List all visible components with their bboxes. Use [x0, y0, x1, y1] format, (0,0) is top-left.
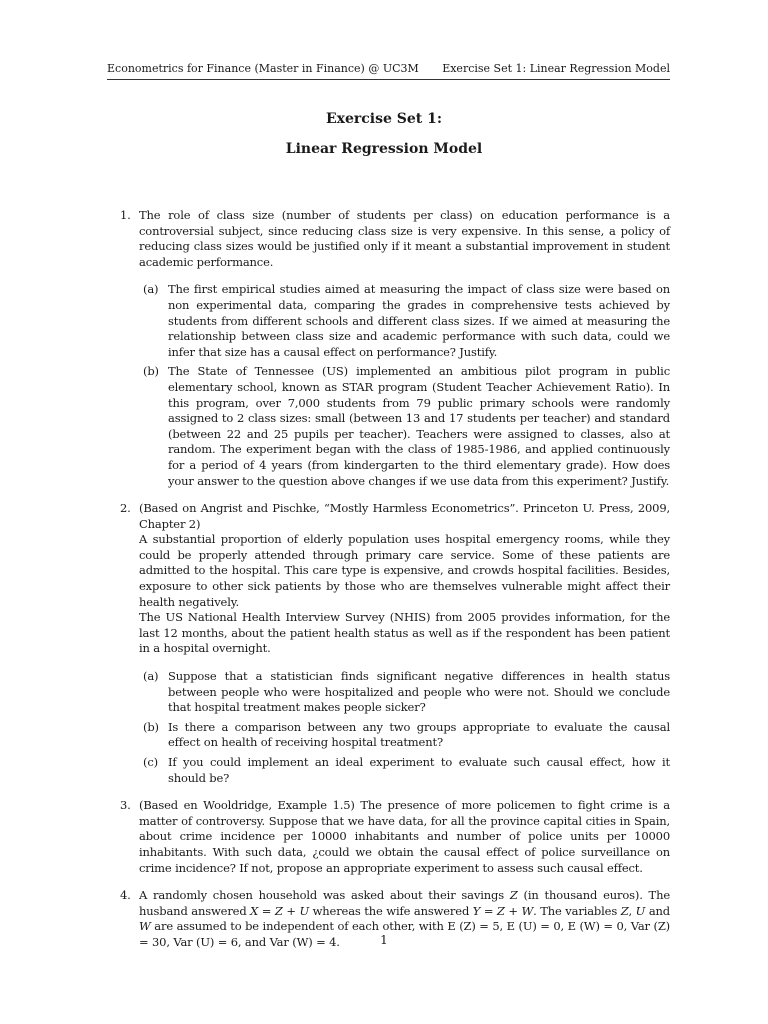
question-number: 2. [120, 501, 131, 516]
question-source: (Based on Angrist and Pischke, “Mostly Harmless Econometrics”. Princeton U. Press, 2009, Chapter 2) [139, 501, 670, 531]
sub-question-text: Suppose that a statistician finds significant negative differences in health status between people who were hospitalized and people who were not. Should we conclude that hospital treatment makes people sicker? [168, 669, 670, 715]
sub-question-label: (a) [143, 669, 159, 684]
question-number: 3. [120, 798, 131, 813]
question-paragraph: The US National Health Interview Survey (NHIS) from 2005 provides information, for the last 12 months, about the patient health status as well as if the respondent has been patient in a hospital overnight. [139, 610, 670, 656]
question-paragraph: A substantial proportion of elderly population uses hospital emergency rooms, while they could be properly attended through primary care service. Some of these patients are admitted to the hospital. This care type is expensive, and crowds hospital facilities. Besides, exposure to other sick patients by those who are themselves vulnerable might affect their health negatively. [139, 532, 670, 609]
question-number: 1. [120, 208, 131, 222]
header-exercise-set: Exercise Set 1: Linear Regression Model [442, 62, 670, 75]
page-number: 1 [380, 933, 388, 947]
text-run: and [645, 903, 671, 918]
title-line-1: Exercise Set 1: [325, 111, 443, 127]
question-1 [120, 208, 670, 489]
text-run: . The variables [533, 903, 621, 918]
variable-w: W [139, 919, 151, 934]
text-run: A randomly chosen household was asked about their savings [139, 888, 510, 903]
question-2 [120, 501, 670, 786]
sub-question-2a [141, 669, 670, 716]
question-text: (Based en Wooldridge, Example 1.5) The presence of more policemen to fight crime is a matter of controversy. Suppose that we have data, for all the province capital cities in Spain, about crime incidence per 10000 inhabitants and number of police units per 10000 inhabitants. With such data, ¿could we obtain the causal effect of police surveillance on crime incidence? If not, propose an appropriate experiment to assess such causal effect. [139, 798, 670, 875]
header-course: Econometrics for Finance (Master in Finance) @ UC3M [107, 62, 419, 75]
text-run: whereas the wife answered [309, 903, 473, 918]
sub-question-label: (a) [143, 282, 159, 297]
variable-z: Z [509, 888, 518, 903]
sub-question-list [139, 282, 670, 489]
question-text: The role of class size (number of students per class) on education performance is a controversial subject, since reducing class size is very expensive. In this sense, a policy of reducing class sizes would be justified only if it meant a substantial improvement in student academic performance. [139, 208, 670, 269]
sub-question-2b [141, 720, 670, 751]
document-title [0, 110, 768, 158]
equation-y: Y = Z + W [472, 903, 534, 918]
running-header [107, 62, 670, 80]
sub-question-label: (c) [143, 755, 158, 769]
sub-question-list [139, 669, 670, 786]
title-line-2: Linear Regression Model [285, 141, 483, 157]
sub-question-1b [141, 364, 670, 489]
moments-line-2: Var (U) = 6, and Var (W) = 4. [173, 934, 340, 949]
equation-x: X = Z + U [250, 903, 309, 918]
sub-question-text: The State of Tennessee (US) implemented an ambitious pilot program in public elementary school, known as STAR program (Student Teacher Achievement Ratio). In this program, over 7,000 students from 79 public primary schools were randomly assigned to 2 class sizes: small (between 13 and 17 students per teacher) and standard (between 22 and 25 pupils per teacher). Teachers were assigned to classes, also at random. The experiment began with the class of 1985-1986, and applied continuously for a period of 4 years (from kindergarten to the third elementary grade). How does your answer to the question above changes if we use data from this experiment? Justify. [168, 364, 670, 488]
variable-u: U [635, 903, 646, 918]
sub-question-2c [141, 755, 670, 786]
sub-question-text: If you could implement an ideal experiment to evaluate such causal effect, how it should be? [168, 755, 670, 785]
sub-question-text: Is there a comparison between any two groups appropriate to evaluate the causal effect on health of receiving hospital treatment? [168, 719, 670, 750]
question-number: 4. [120, 888, 131, 903]
variable-z: Z [620, 903, 629, 918]
question-3 [120, 798, 670, 876]
sub-question-1a [141, 282, 670, 360]
sub-question-label: (b) [143, 364, 159, 379]
text-run: are assumed to be independent of each other, with [150, 919, 448, 934]
sub-question-text: The first empirical studies aimed at measuring the impact of class size were based on non experimental data, comparing the grades in comprehensive tests achieved by students from different schools and different class sizes. If we aimed at measuring the relationship between class size and academic performance with such data, could we infer that size has a causal effect on performance? Justify. [168, 282, 670, 359]
text-run: (in thousand euros). The husband answered [139, 888, 670, 918]
exercise-list [120, 208, 670, 963]
sub-question-label: (b) [143, 719, 159, 734]
moments-line-1: E (Z) = 5, E (U) = 0, E (W) = 0, Var (Z) = 30, [139, 919, 670, 949]
text-run: , [628, 903, 636, 918]
